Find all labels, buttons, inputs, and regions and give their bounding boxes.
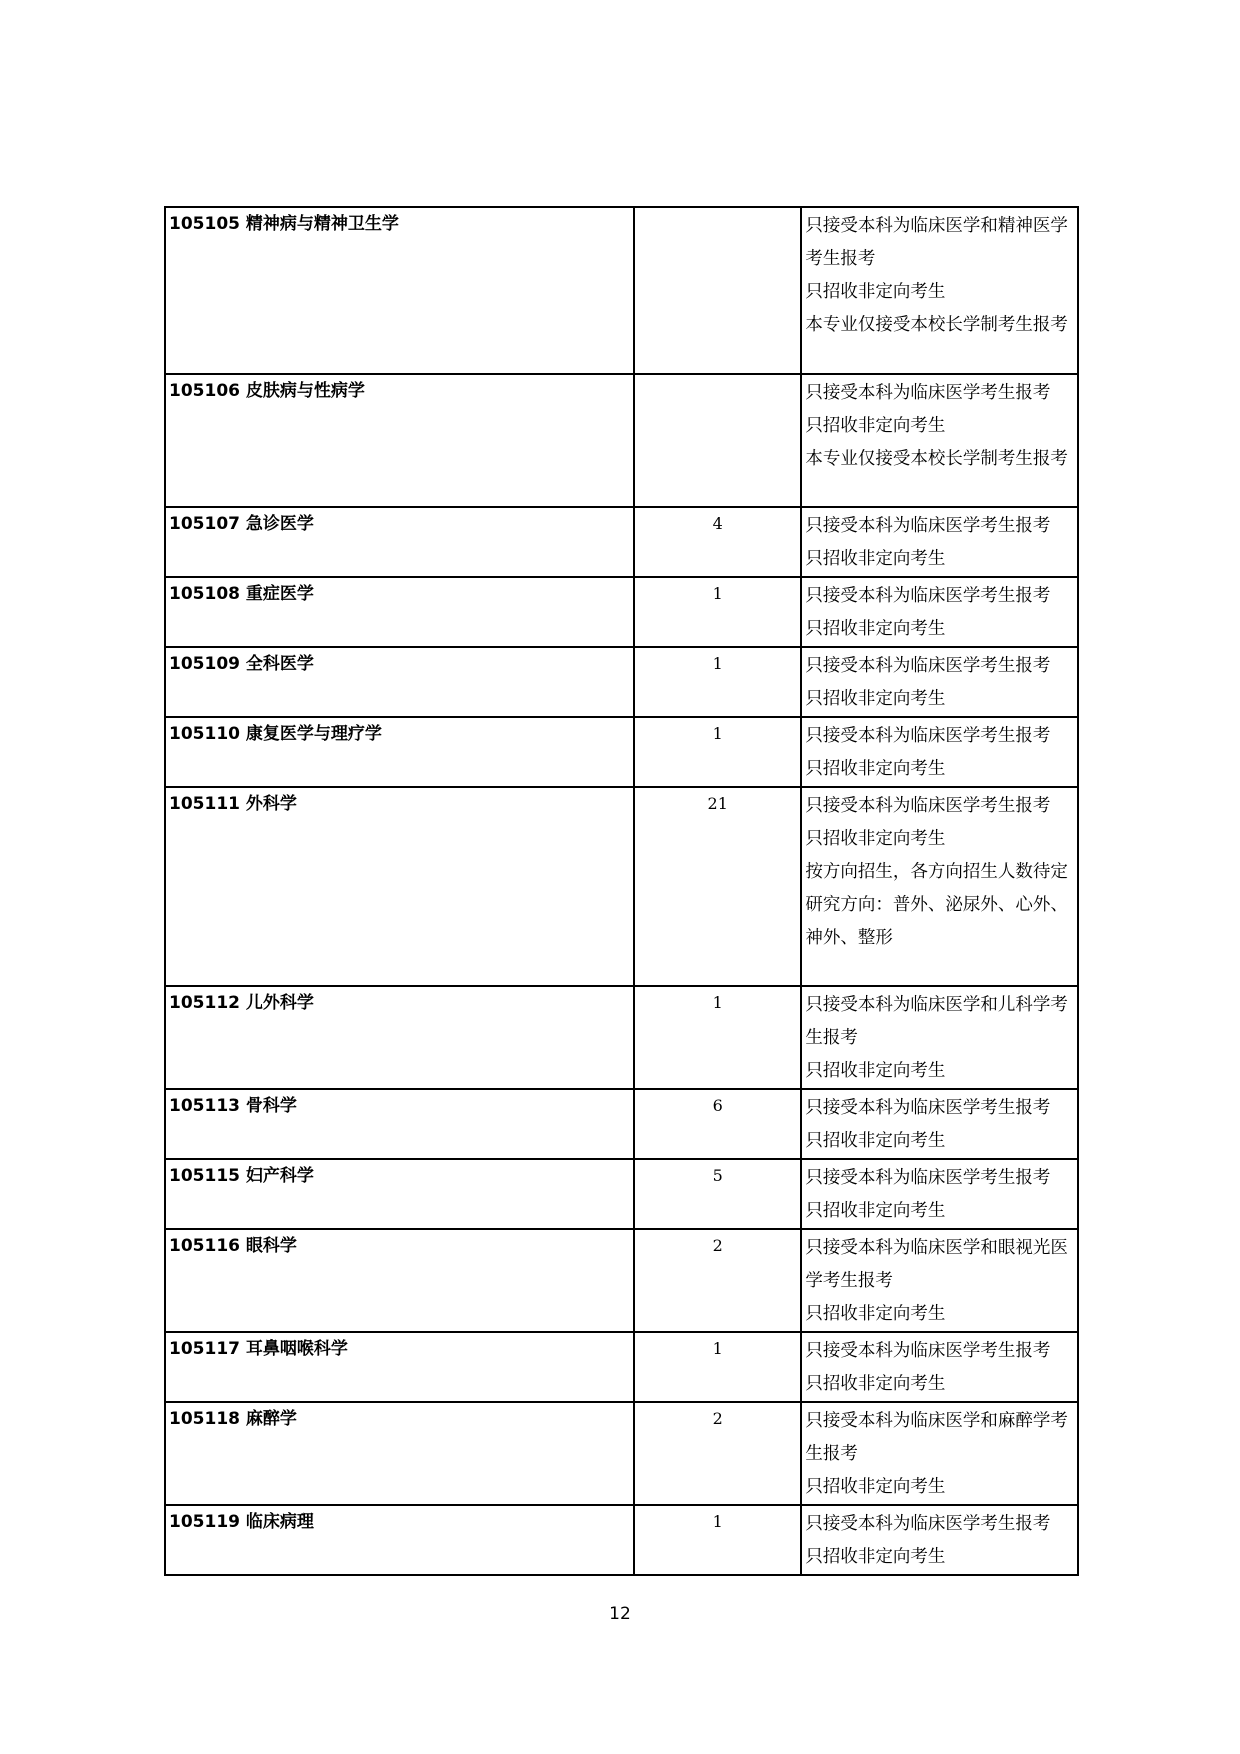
- major-name: 105108 重症医学: [169, 584, 314, 604]
- major-cell: [165, 1505, 634, 1575]
- notes-list: [802, 788, 1077, 955]
- note-line: 只接受本科为临床医学和精神医学考生报考: [805, 216, 1068, 269]
- major-name: 105105 精神病与精神卫生学: [169, 214, 399, 234]
- major-cell: [165, 1332, 634, 1402]
- quota-value: 2: [712, 1236, 723, 1255]
- major-name: 105112 儿外科学: [169, 993, 314, 1013]
- notes-list: [802, 718, 1077, 786]
- quota-value: 1: [712, 654, 723, 673]
- note-line: 只招收非定向考生: [805, 619, 946, 639]
- table-body: [165, 207, 1078, 1575]
- major-cell: [165, 1089, 634, 1159]
- quota-cell: [634, 986, 801, 1089]
- quota-cell: [634, 717, 801, 787]
- table-row: [165, 1229, 1078, 1332]
- notes-list: [802, 375, 1077, 476]
- major-name: 105111 外科学: [169, 794, 297, 814]
- note-line: 只招收非定向考生: [805, 549, 946, 569]
- quota-value: 21: [707, 794, 728, 813]
- note-line: 只接受本科为临床医学考生报考: [805, 586, 1051, 606]
- note-line: 只接受本科为临床医学考生报考: [805, 656, 1051, 676]
- quota-value: 5: [712, 1166, 723, 1185]
- major-cell: [165, 577, 634, 647]
- major-cell: [165, 717, 634, 787]
- note-line: 只招收非定向考生: [805, 759, 946, 779]
- table-row: [165, 1332, 1078, 1402]
- major-cell: [165, 787, 634, 986]
- page-number: 12: [609, 1604, 631, 1624]
- major-cell: [165, 1229, 634, 1332]
- note-line: 只接受本科为临床医学考生报考: [805, 1341, 1051, 1361]
- note-line: 只接受本科为临床医学考生报考: [805, 796, 1051, 816]
- notes-list: [802, 508, 1077, 576]
- quota-cell: [634, 507, 801, 577]
- quota-value: [635, 208, 800, 213]
- quota-cell: [634, 1402, 801, 1505]
- quota-cell: [634, 577, 801, 647]
- note-line: 只接受本科为临床医学考生报考: [805, 516, 1051, 536]
- note-line: 只招收非定向考生: [805, 1477, 946, 1497]
- notes-cell: [801, 577, 1078, 647]
- note-line: 只招收非定向考生: [805, 1304, 946, 1324]
- note-line: 只招收非定向考生: [805, 416, 946, 436]
- quota-cell: [634, 1229, 801, 1332]
- quota-value: 6: [712, 1096, 723, 1115]
- major-cell: [165, 374, 634, 507]
- quota-cell: [634, 374, 801, 507]
- quota-value: 1: [712, 1512, 723, 1531]
- notes-cell: [801, 1332, 1078, 1402]
- note-line: 只招收非定向考生: [805, 1131, 946, 1151]
- quota-cell: [634, 1505, 801, 1575]
- table-row: [165, 374, 1078, 507]
- notes-list: [802, 1090, 1077, 1158]
- quota-value: 1: [712, 1339, 723, 1358]
- major-cell: [165, 207, 634, 374]
- major-name: 105113 骨科学: [169, 1096, 297, 1116]
- note-line: 只接受本科为临床医学考生报考: [805, 1168, 1051, 1188]
- notes-list: [802, 578, 1077, 646]
- table-row: [165, 1402, 1078, 1505]
- quota-value: 1: [712, 993, 723, 1012]
- quota-value: 4: [712, 514, 723, 533]
- notes-cell: [801, 1089, 1078, 1159]
- notes-list: [802, 1506, 1077, 1574]
- notes-cell: [801, 507, 1078, 577]
- notes-list: [802, 1333, 1077, 1401]
- major-name: 105117 耳鼻咽喉科学: [169, 1339, 348, 1359]
- note-line: 本专业仅接受本校长学制考生报考: [805, 315, 1068, 335]
- note-line: 只招收非定向考生: [805, 829, 946, 849]
- major-name: 105116 眼科学: [169, 1236, 297, 1256]
- quota-value: [635, 375, 800, 380]
- notes-cell: [801, 1505, 1078, 1575]
- table-row: [165, 647, 1078, 717]
- table-row: [165, 1089, 1078, 1159]
- note-line: 只接受本科为临床医学和儿科学考生报考: [805, 995, 1068, 1048]
- note-line: 本专业仅接受本校长学制考生报考: [805, 449, 1068, 469]
- notes-cell: [801, 1402, 1078, 1505]
- notes-cell: [801, 1159, 1078, 1229]
- notes-cell: [801, 1229, 1078, 1332]
- major-cell: [165, 647, 634, 717]
- quota-cell: [634, 647, 801, 717]
- note-line: 研究方向：普外、泌尿外、心外、神外、整形: [805, 895, 1068, 948]
- quota-cell: [634, 1159, 801, 1229]
- quota-value: 2: [712, 1409, 723, 1428]
- table-row: [165, 787, 1078, 986]
- quota-cell: [634, 787, 801, 986]
- major-name: 105118 麻醉学: [169, 1409, 297, 1429]
- note-line: 只接受本科为临床医学和眼视光医学考生报考: [805, 1238, 1068, 1291]
- table-row: [165, 507, 1078, 577]
- major-cell: [165, 1402, 634, 1505]
- notes-list: [802, 1230, 1077, 1331]
- note-line: 只招收非定向考生: [805, 282, 946, 302]
- notes-cell: [801, 374, 1078, 507]
- notes-cell: [801, 717, 1078, 787]
- notes-list: [802, 987, 1077, 1088]
- note-line: 只接受本科为临床医学考生报考: [805, 1514, 1051, 1534]
- note-line: 只接受本科为临床医学和麻醉学考生报考: [805, 1411, 1068, 1464]
- note-line: 只招收非定向考生: [805, 689, 946, 709]
- note-line: 只招收非定向考生: [805, 1201, 946, 1221]
- notes-list: [802, 1160, 1077, 1228]
- quota-cell: [634, 1332, 801, 1402]
- major-name: 105109 全科医学: [169, 654, 314, 674]
- notes-cell: [801, 787, 1078, 986]
- major-cell: [165, 986, 634, 1089]
- major-name: 105115 妇产科学: [169, 1166, 314, 1186]
- admissions-table: [164, 206, 1079, 1576]
- note-line: 只接受本科为临床医学考生报考: [805, 1098, 1051, 1118]
- major-cell: [165, 507, 634, 577]
- table-row: [165, 1159, 1078, 1229]
- notes-list: [802, 208, 1077, 342]
- quota-value: 1: [712, 584, 723, 603]
- quota-cell: [634, 207, 801, 374]
- quota-value: 1: [712, 724, 723, 743]
- note-line: 按方向招生，各方向招生人数待定: [805, 862, 1068, 882]
- notes-list: [802, 1403, 1077, 1504]
- notes-cell: [801, 986, 1078, 1089]
- table-row: [165, 207, 1078, 374]
- major-name: 105119 临床病理: [169, 1512, 314, 1532]
- table-row: [165, 1505, 1078, 1575]
- note-line: 只接受本科为临床医学考生报考: [805, 726, 1051, 746]
- note-line: 只接受本科为临床医学考生报考: [805, 383, 1051, 403]
- table-row: [165, 577, 1078, 647]
- major-name: 105110 康复医学与理疗学: [169, 724, 382, 744]
- table-row: [165, 986, 1078, 1089]
- major-name: 105106 皮肤病与性病学: [169, 381, 365, 401]
- notes-cell: [801, 647, 1078, 717]
- major-cell: [165, 1159, 634, 1229]
- table-row: [165, 717, 1078, 787]
- notes-list: [802, 648, 1077, 716]
- major-name: 105107 急诊医学: [169, 514, 314, 534]
- note-line: 只招收非定向考生: [805, 1374, 946, 1394]
- note-line: 只招收非定向考生: [805, 1547, 946, 1567]
- note-line: 只招收非定向考生: [805, 1061, 946, 1081]
- notes-cell: [801, 207, 1078, 374]
- quota-cell: [634, 1089, 801, 1159]
